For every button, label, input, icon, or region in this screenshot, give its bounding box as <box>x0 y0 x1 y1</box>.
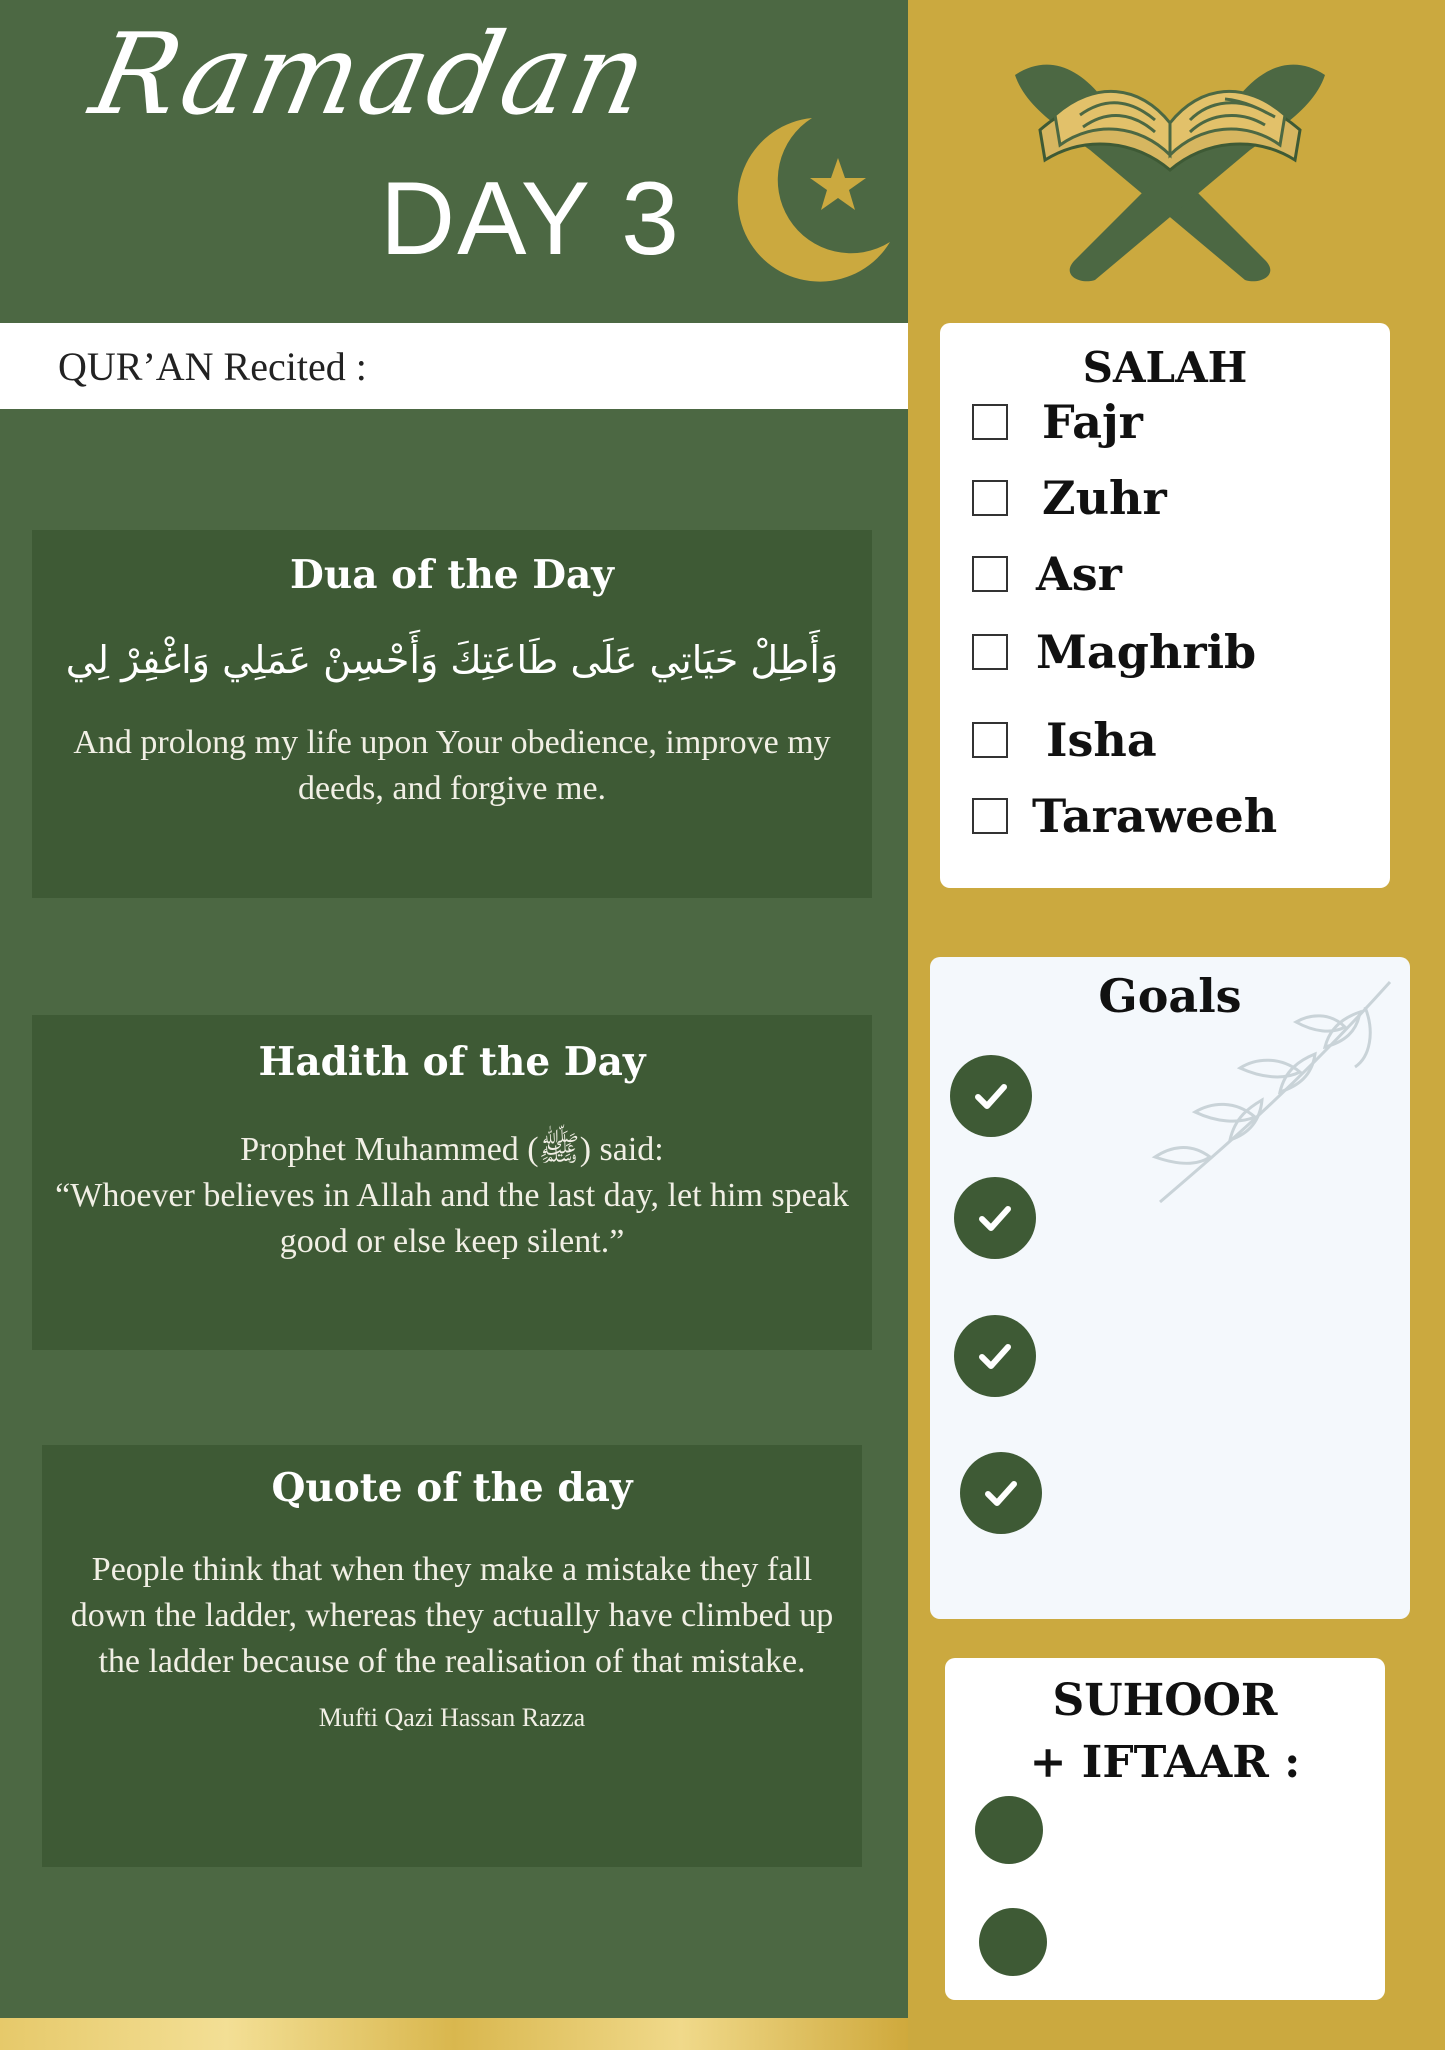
suhoor-bullet[interactable] <box>975 1796 1043 1864</box>
quote-text: People think that when they make a mistake they fall down the ladder, whereas they actually have climbed up the ladder because of the realisation of that mistake. <box>70 1551 834 1680</box>
quran-recited-bar[interactable] <box>0 323 908 409</box>
prayer-label: Maghrib <box>1036 625 1257 679</box>
prayer-fajr[interactable] <box>972 395 1143 449</box>
quran-stand-icon <box>1005 35 1335 285</box>
suhoor-iftaar-panel <box>945 1658 1385 2000</box>
hadith-title: Hadith of the Day <box>258 1039 646 1085</box>
asr-checkbox[interactable] <box>972 556 1008 592</box>
quran-recited-label: QUR’AN Recited : <box>58 343 367 389</box>
day-title: DAY 3 <box>380 161 681 277</box>
salah-panel <box>940 323 1390 888</box>
prayer-label: Asr <box>1036 547 1122 601</box>
goal-check-2[interactable] <box>954 1177 1036 1259</box>
prayer-label: Zuhr <box>1042 471 1167 525</box>
quote-card <box>42 1445 862 1867</box>
ramadan-script-title: Ramadan <box>81 10 661 140</box>
prayer-maghrib[interactable] <box>972 625 1256 679</box>
quote-title: Quote of the day <box>271 1465 633 1511</box>
checkmark-icon <box>980 1472 1022 1514</box>
suhoor-title <box>945 1670 1385 1794</box>
prayer-label: Fajr <box>1042 395 1143 449</box>
hadith-text: “Whoever believes in Allah and the last day, let him speak good or else keep silent.” <box>55 1177 849 1260</box>
dua-card <box>32 530 872 898</box>
suhoor-title-line1: SUHOOR <box>1052 1675 1278 1726</box>
prayer-label: Taraweeh <box>1032 789 1278 843</box>
gold-bottom-strip <box>0 2018 908 2050</box>
goals-title: Goals <box>1098 969 1242 1023</box>
suhoor-title-line2: + IFTAAR : <box>1029 1737 1301 1788</box>
quote-author: Mufti Qazi Hassan Razza <box>318 1703 586 1732</box>
prayer-zuhr[interactable] <box>972 471 1167 525</box>
prayer-taraweeh[interactable] <box>972 789 1277 843</box>
iftaar-bullet[interactable] <box>979 1908 1047 1976</box>
zuhr-checkbox[interactable] <box>972 480 1008 516</box>
prayer-asr[interactable] <box>972 547 1122 601</box>
checkmark-icon <box>974 1197 1016 1239</box>
prayer-isha[interactable] <box>972 713 1157 767</box>
dua-arabic: وَأَطِلْ حَيَاتِي عَلَى طَاعَتِكَ وَأَحْسِنْ عَمَلِي وَاغْفِرْ لِي <box>65 638 839 682</box>
crescent-star-icon <box>720 110 900 290</box>
prayer-label: Isha <box>1046 713 1157 767</box>
hadith-attribution: Prophet Muhammed (ﷺ) said: <box>240 1131 664 1168</box>
hadith-card <box>32 1015 872 1350</box>
goals-panel <box>930 957 1410 1619</box>
taraweeh-checkbox[interactable] <box>972 798 1008 834</box>
fajr-checkbox[interactable] <box>972 404 1008 440</box>
dua-translation: And prolong my life upon Your obedience, improve my deeds, and forgive me. <box>73 724 831 807</box>
isha-checkbox[interactable] <box>972 722 1008 758</box>
goal-check-3[interactable] <box>954 1315 1036 1397</box>
salah-title: SALAH <box>1082 343 1248 392</box>
maghrib-checkbox[interactable] <box>972 634 1008 670</box>
goal-check-4[interactable] <box>960 1452 1042 1534</box>
checkmark-icon <box>970 1075 1012 1117</box>
dua-title: Dua of the Day <box>290 552 614 598</box>
checkmark-icon <box>974 1335 1016 1377</box>
goal-check-1[interactable] <box>950 1055 1032 1137</box>
